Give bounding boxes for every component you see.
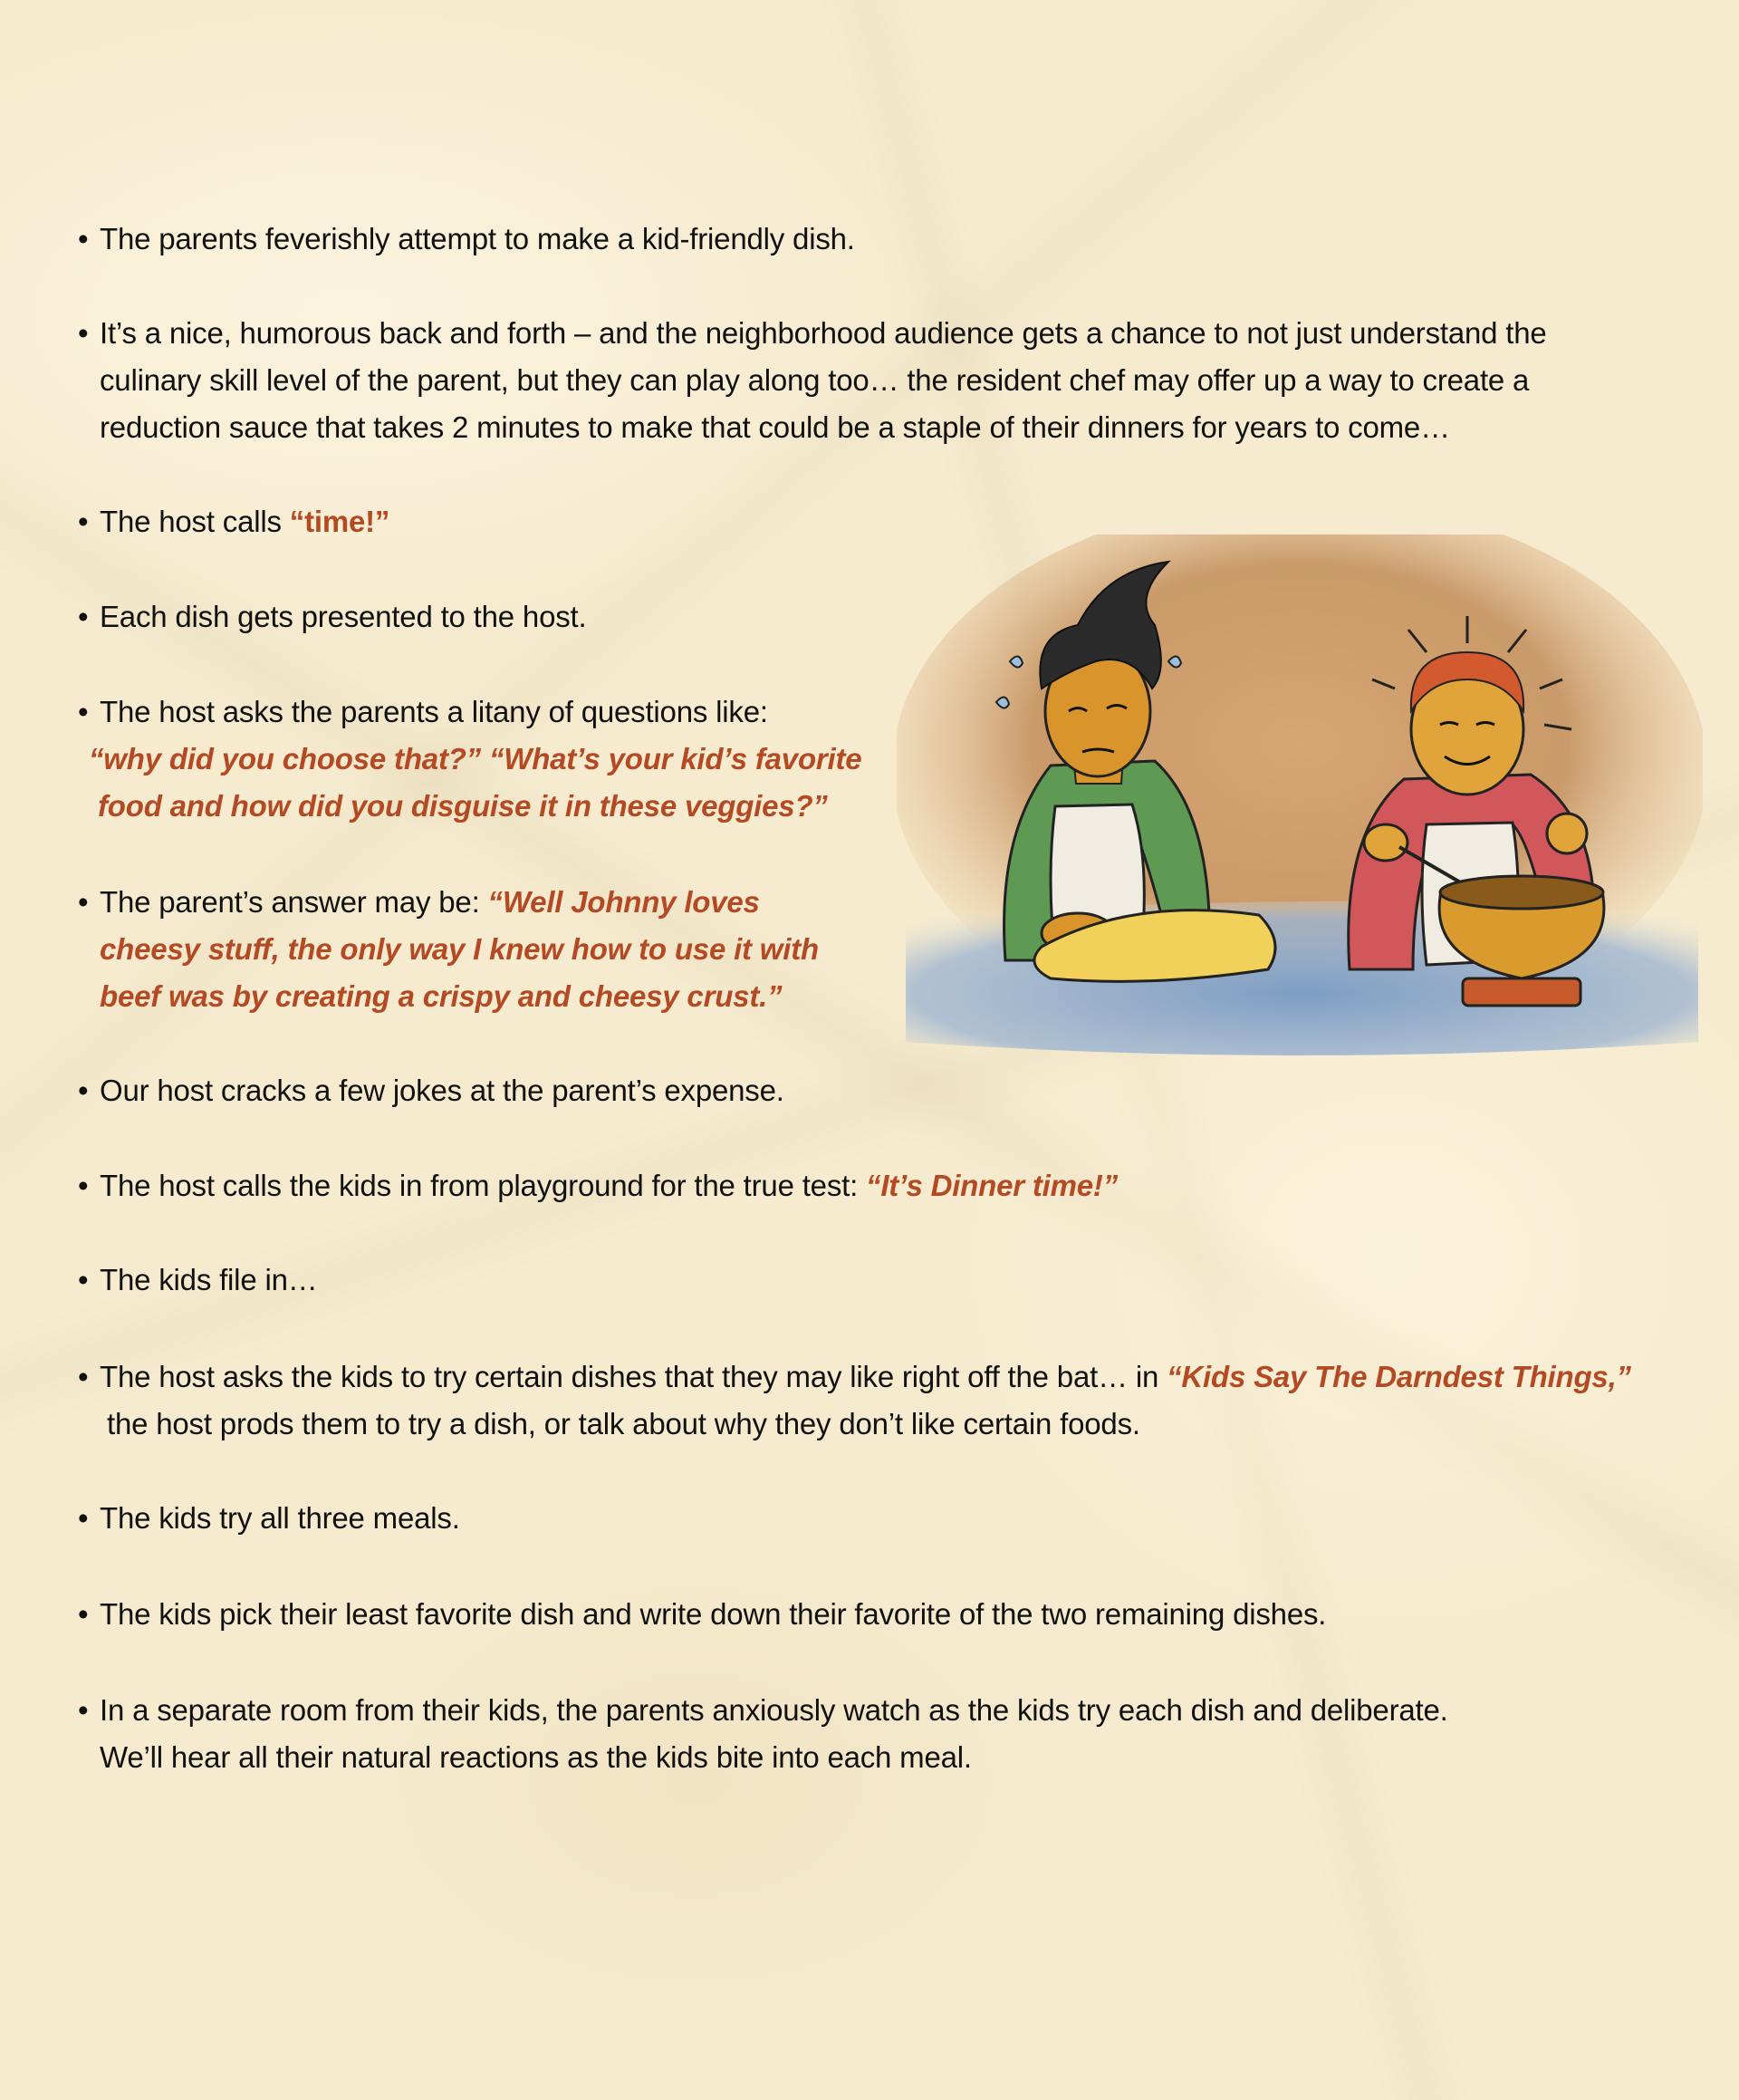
bullet-dot: •	[78, 1169, 89, 1202]
bullet-text: Our host cracks a few jokes at the parent’s expense.	[100, 1074, 784, 1107]
bullet-item-4	[78, 593, 586, 641]
quote-line-2: beef was by creating a crispy and cheesy crust.”	[100, 979, 783, 1013]
bullet-text-line-3: reduction sauce that takes 2 minutes to make that could be a staple of their dinners for years to come…	[100, 410, 1450, 444]
emphasis-text: “Kids Say The Darndest Things,”	[1167, 1360, 1631, 1393]
bullet-item-9	[78, 1257, 318, 1304]
bullet-text: The host calls	[100, 505, 290, 538]
quote-line-1: “why did you choose that?” “What’s your kid’s favorite	[89, 742, 862, 775]
bullet-item-6	[78, 879, 819, 1020]
bullet-item-11	[78, 1495, 460, 1542]
bullet-text-line-2: the host prods them to try a dish, or talk about why they don’t like certain foods.	[107, 1407, 1140, 1440]
bullet-dot: •	[78, 1074, 89, 1107]
bullet-text-line-2: We’ll hear all their natural reactions as the kids bite into each meal.	[100, 1740, 972, 1774]
bullet-text: In a separate room from their kids, the parents anxiously watch as the kids try each dish and deliberate.	[100, 1693, 1448, 1727]
bullet-dot: •	[78, 316, 89, 350]
bullet-item-2	[78, 310, 1547, 451]
bullet-item-12	[78, 1591, 1326, 1638]
quote-line-1: cheesy stuff, the only way I knew how to use it with	[100, 932, 819, 966]
emphasis-text: “Well Johnny loves	[487, 885, 760, 919]
bullet-dot: •	[78, 505, 89, 538]
emphasis-text: “time!”	[289, 505, 390, 538]
bullet-item-7	[78, 1067, 784, 1114]
bullet-dot: •	[78, 222, 89, 255]
bullet-text: The kids file in…	[100, 1263, 318, 1296]
bullet-dot: •	[78, 695, 89, 728]
quote-line-2: food and how did you disguise it in these veggies?”	[98, 789, 828, 823]
bullet-dot: •	[78, 1360, 89, 1393]
bullet-text-line-1: It’s a nice, humorous back and forth – and the neighborhood audience gets a chance to not just understand the	[100, 316, 1547, 350]
bullet-item-10	[78, 1353, 1631, 1448]
bullet-item-1	[78, 216, 855, 263]
bullet-item-3	[78, 498, 389, 545]
bullet-item-8	[78, 1162, 1118, 1209]
bullet-text: The parents feverishly attempt to make a kid-friendly dish.	[100, 222, 855, 255]
bullet-item-5	[78, 689, 861, 830]
bullet-item-13	[78, 1687, 1448, 1781]
bullet-dot: •	[78, 1597, 89, 1631]
bullet-text: The host calls the kids in from playground for the true test:	[100, 1169, 867, 1202]
bullet-text: The kids pick their least favorite dish and write down their favorite of the two remaining dishes.	[100, 1597, 1327, 1631]
bullet-text: The parent’s answer may be:	[100, 885, 488, 919]
bullet-text: The host asks the kids to try certain dishes that they may like right off the bat… in	[100, 1360, 1167, 1393]
emphasis-text: “It’s Dinner time!”	[866, 1169, 1119, 1202]
bullet-dot: •	[78, 1263, 89, 1296]
bullet-text: Each dish gets presented to the host.	[100, 600, 587, 633]
bullet-text: The kids try all three meals.	[100, 1501, 460, 1535]
bullet-dot: •	[78, 1501, 89, 1535]
bullet-text-line-2: culinary skill level of the parent, but they can play along too… the resident chef may offer up a way to create a	[100, 363, 1530, 397]
bullet-dot: •	[78, 1693, 89, 1727]
bullet-dot: •	[78, 885, 89, 919]
bullet-text: The host asks the parents a litany of questions like:	[100, 695, 768, 728]
bullet-dot: •	[78, 600, 89, 633]
two-chefs-cooking-illustration	[897, 535, 1703, 1060]
